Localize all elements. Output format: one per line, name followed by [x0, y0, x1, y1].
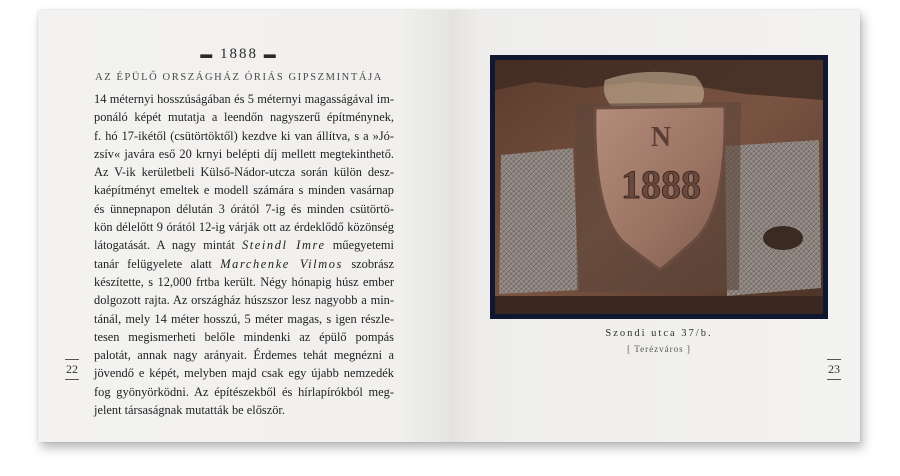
plaque-letter: N: [650, 122, 672, 153]
person-name: Steindl Imre: [241, 238, 326, 253]
body-text-segment: dolgozott rajta. Az országház húszszor lesz nagyobb a min-: [94, 293, 394, 308]
heading-ornament: ▬: [263, 47, 278, 61]
body-text-segment: látogatását. A nagy mintát: [94, 238, 242, 253]
page-number-right: [825, 359, 843, 380]
page-number-rule: [827, 379, 841, 380]
body-line: [94, 127, 394, 145]
book-spread: [38, 10, 860, 442]
body-text-segment: ponáló képét mutatja a leendőn nagyszerű építménynek,: [94, 110, 394, 125]
body-line: [94, 346, 394, 364]
body-line: [94, 255, 394, 273]
body-text-segment: műegyetemi: [325, 238, 395, 253]
body-line: [94, 401, 394, 419]
photo-caption-district: [ Terézváros ]: [627, 344, 691, 354]
body-line: [94, 145, 394, 163]
heading-ornament: ▬: [200, 47, 215, 61]
year-heading-text: 1888: [220, 46, 258, 62]
wall-hole: [763, 226, 803, 250]
body-line: [94, 218, 394, 236]
body-text-segment: és ünnepnapon délután 3 órától 7-ig és minden csütörtö-: [94, 201, 394, 216]
body-text-segment: tesen megismerheti belőle mindenki az épülő pompás: [94, 329, 394, 344]
body-line: [94, 90, 394, 108]
page-number-rule: [65, 379, 79, 380]
photo-frame: [490, 55, 828, 319]
body-text-segment: szobrász: [342, 256, 394, 271]
body-line: [94, 291, 394, 309]
body-line: [94, 273, 394, 291]
person-name: Marchenke Vilmos: [220, 256, 343, 271]
body-text-segment: fog gyönyörködni. Az építészekből és hírlapírókból meg-: [94, 384, 394, 399]
photo-caption: Szondi utca 37/b.: [605, 328, 713, 339]
body-text-segment: jövendő e képét, melyben majd csak egy újabb nemzedék: [94, 366, 394, 381]
body-text-segment: kön délelőtt 9 órától 12-ig várják ott az érdeklődő közönség: [94, 220, 394, 235]
page-number-text: 23: [828, 362, 840, 376]
page-number-left: [64, 359, 80, 380]
article-body: [94, 90, 394, 419]
body-text-segment: Az V-ik kerületbeli Külső-Nádor-utcza során külön desz-: [94, 165, 394, 180]
left-panel: [499, 148, 579, 294]
left-page: [38, 10, 449, 442]
body-line: [94, 181, 394, 199]
body-text-segment: tanár felügyelete alatt: [94, 256, 221, 271]
body-text-segment: palotát, annak nagy arányait. Érdemes tehát megnézni a: [94, 348, 394, 363]
body-line: [94, 310, 394, 328]
body-line: [94, 163, 394, 181]
body-line: [94, 364, 394, 382]
right-page: [449, 10, 860, 442]
body-line: [94, 328, 394, 346]
lintel-shadow: [495, 296, 823, 314]
body-text-segment: kaépítményt emeltek e modell számára s minden vasárnap: [94, 183, 394, 198]
body-text-segment: f. hó 17-ikétől (csütörtöktől) kezdve ki van állítva, s a »Jó-: [94, 128, 394, 143]
body-line: [94, 383, 394, 401]
plaque-photo: [495, 60, 823, 314]
body-text-segment: jelent társaságnak mutatták be először.: [94, 403, 285, 418]
body-text-segment: 14 méternyi hosszúságában és 5 méternyi magasságával im-: [94, 92, 394, 106]
body-line: [94, 236, 394, 254]
plaque-year: 1888: [621, 162, 701, 207]
body-text-segment: tánál, mely 14 méter hosszú, 5 méter magas, s igen részle-: [94, 311, 394, 326]
page-number-text: 22: [66, 362, 78, 376]
body-line: [94, 200, 394, 218]
year-heading: [78, 46, 400, 63]
body-text-segment: készítette, s 12,000 frtba került. Négy hónapig húsz ember: [94, 274, 394, 289]
article-subheading: AZ ÉPÜLŐ ORSZÁGHÁZ ÓRIÁS GIPSZMINTÁJA: [95, 72, 383, 83]
body-text-segment: zsív« javára eső 20 krnyi belépti díj mellett megtekinthető.: [94, 146, 394, 161]
body-line: [94, 108, 394, 126]
